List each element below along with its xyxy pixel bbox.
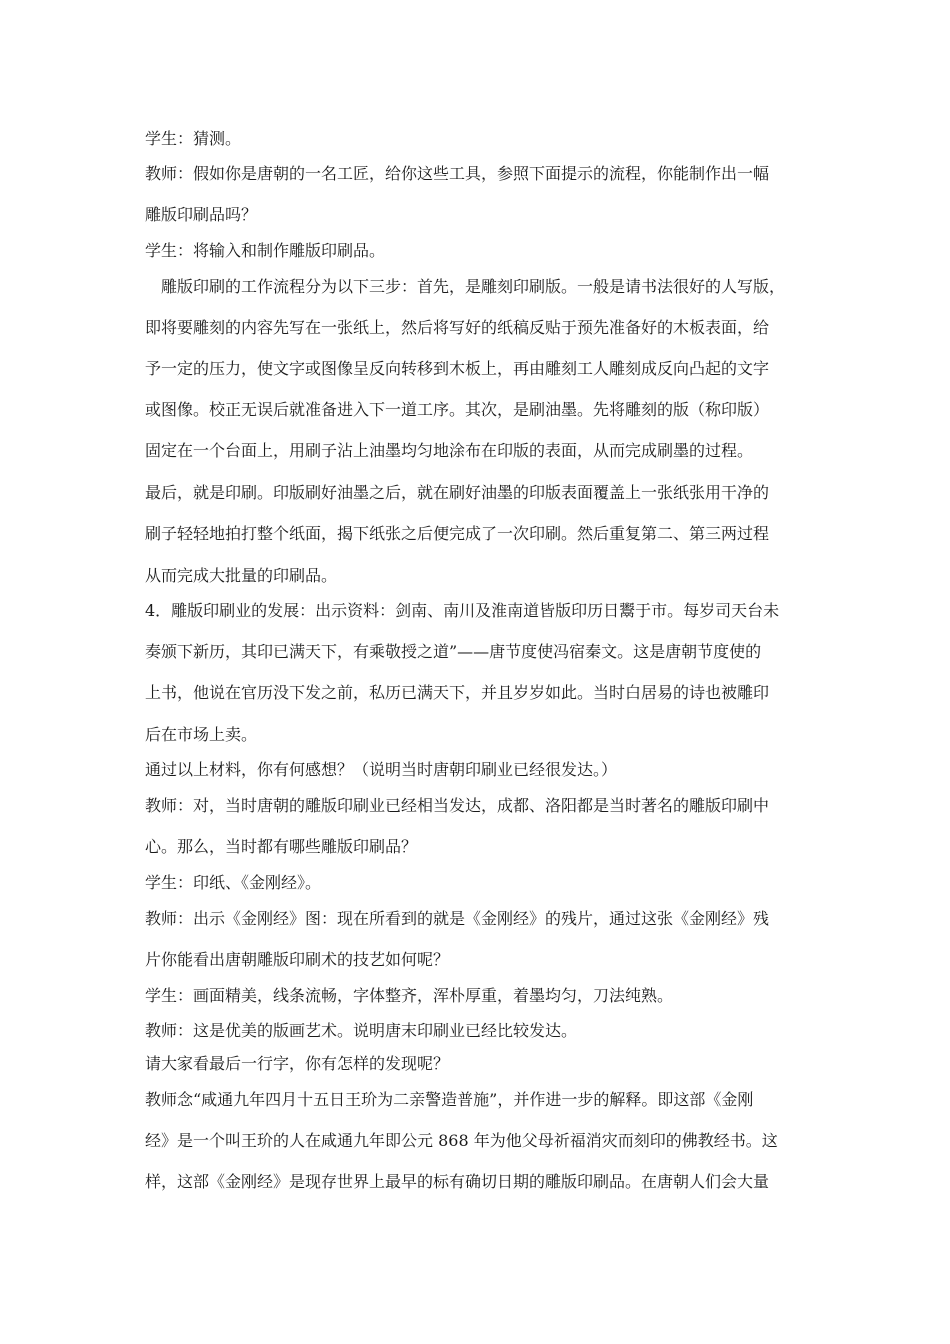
text-line: 教师：对，当时唐朝的雕版印刷业已经相当发达，成都、洛阳都是当时著名的雕版印刷中 — [145, 796, 770, 815]
text-line: 学生：将输入和制作雕版印刷品。 — [145, 241, 386, 260]
text-line: 固定在一个台面上，用刷子沾上油墨均匀地涂布在印版的表面，从而完成刷墨的过程。 — [145, 441, 754, 460]
text-line: 心。那么，当时都有哪些雕版印刷品？ — [145, 837, 418, 856]
text-line: 雕版印刷的工作流程分为以下三步：首先，是雕刻印刷版。一般是请书法很好的人写版， — [161, 277, 786, 296]
text-line: 最后，就是印刷。印版刷好油墨之后，就在刷好油墨的印版表面覆盖上一张纸张用干净的 — [145, 483, 770, 502]
text-line: 或图像。校正无误后就准备进入下一道工序。其次，是刷油墨。先将雕刻的版（称印版） — [145, 400, 770, 419]
text-line: 雕版印刷品吗？ — [145, 205, 258, 224]
text-line: 样，这部《金刚经》是现存世界上最早的标有确切日期的雕版印刷品。在唐朝人们会大量 — [145, 1172, 770, 1191]
text-line: 4．雕版印刷业的发展：出示资料：剑南、南川及淮南道皆版印历日鬻于市。每岁司天台未 — [145, 601, 780, 620]
text-line: 经》是一个叫王玠的人在咸通九年即公元 868 年为他父母祈福消灾而刻印的佛教经书。这 — [145, 1131, 778, 1150]
text-line: 教师念“咸通九年四月十五日王玠为二亲警造普施”，并作进一步的解释。即这部《金刚 — [145, 1090, 754, 1109]
text-line: 教师：假如你是唐朝的一名工匠，给你这些工具，参照下面提示的流程，你能制作出一幅 — [145, 164, 770, 183]
text-line: 请大家看最后一行字，你有怎样的发现呢？ — [145, 1054, 450, 1073]
text-line: 片你能看出唐朝雕版印刷术的技艺如何呢？ — [145, 950, 450, 969]
text-line: 教师：这是优美的版画艺术。说明唐末印刷业已经比较发达。 — [145, 1021, 578, 1040]
text-line: 学生：猜测。 — [145, 129, 242, 148]
text-line: 后在市场上卖。 — [145, 725, 258, 744]
text-line: 即将要雕刻的内容先写在一张纸上，然后将写好的纸稿反贴于预先准备好的木板表面，给 — [145, 318, 770, 337]
text-line: 通过以上材料，你有何感想？（说明当时唐朝印刷业已经很发达。） — [145, 760, 618, 779]
text-line: 奏颁下新历，其印已满天下，有乘敬授之道”——唐节度使冯宿秦文。这是唐朝节度使的 — [145, 642, 762, 661]
text-line: 从而完成大批量的印刷品。 — [145, 566, 338, 585]
text-line: 刷子轻轻地拍打整个纸面，揭下纸张之后便完成了一次印刷。然后重复第二、第三两过程 — [145, 524, 770, 543]
text-line: 教师：出示《金刚经》图：现在所看到的就是《金刚经》的残片，通过这张《金刚经》残 — [145, 909, 770, 928]
text-line: 学生：画面精美，线条流畅，字体整齐，浑朴厚重，着墨均匀，刀法纯熟。 — [145, 986, 674, 1005]
text-line: 学生：印纸、《金刚经》。 — [145, 873, 322, 892]
text-line: 上书，他说在官历没下发之前，私历已满天下，并且岁岁如此。当时白居易的诗也被雕印 — [145, 683, 770, 702]
text-line: 予一定的压力，使文字或图像呈反向转移到木板上，再由雕刻工人雕刻成反向凸起的文字 — [145, 359, 770, 378]
